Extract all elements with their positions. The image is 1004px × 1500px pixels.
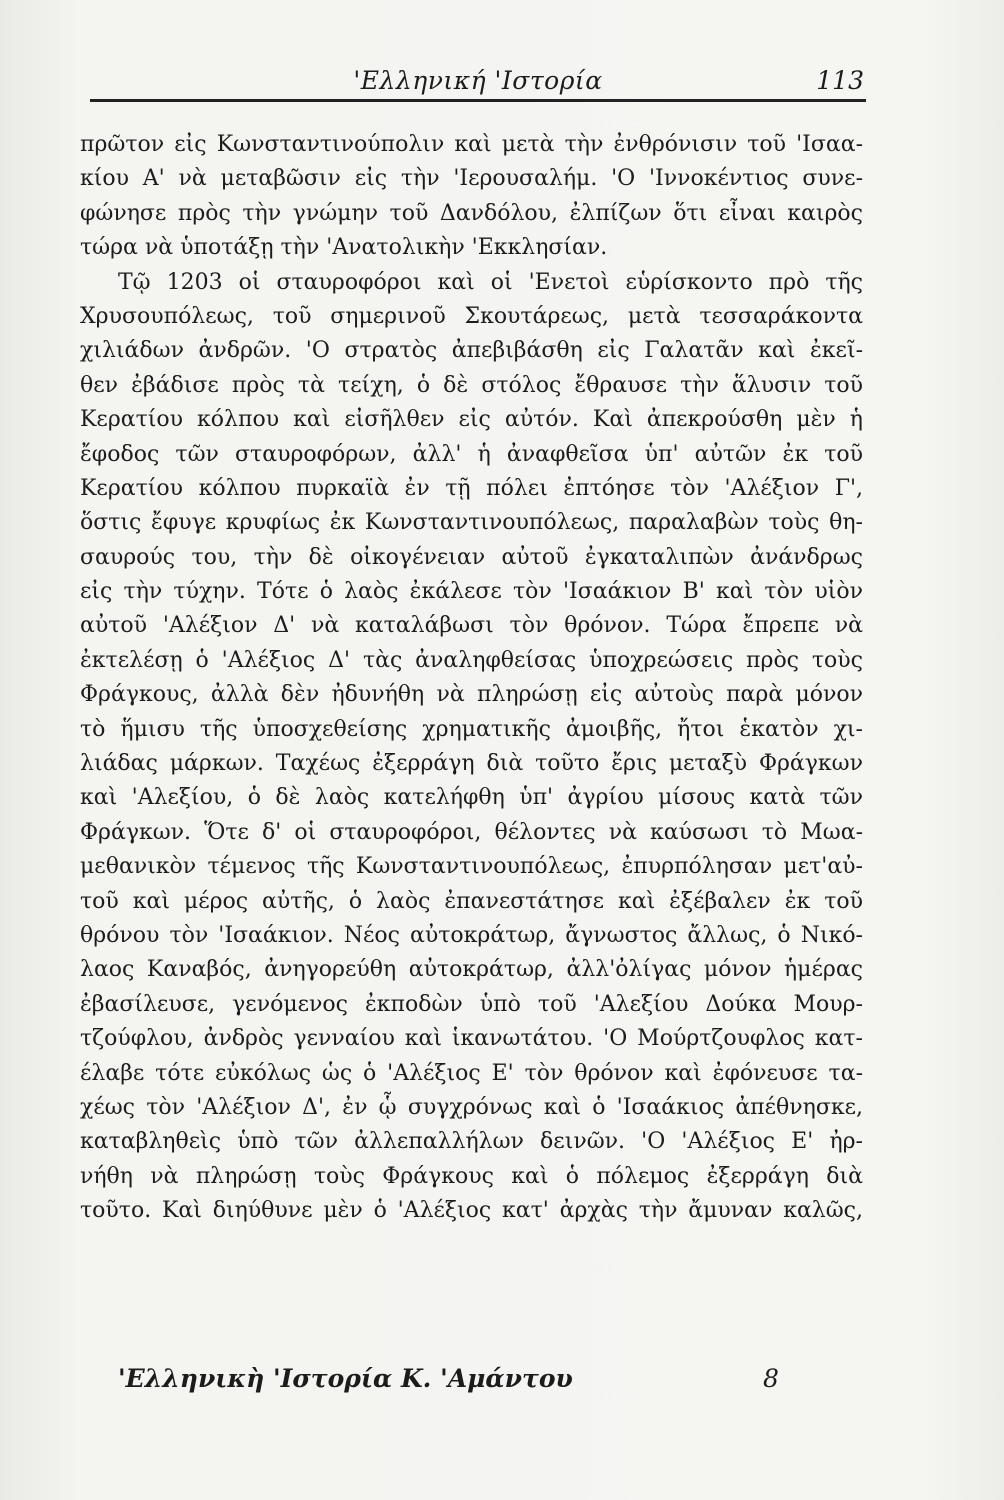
text-line: πρῶτον εἰς Κωνσταντινούπολιν καὶ μετὰ τὴν ἐνθρόνισιν τοῦ 'Ισαα- xyxy=(80,132,863,157)
text-line: καὶ 'Αλεξίου, ὁ δὲ λαὸς κατελήφθη ὑπ' ἀγρίου μίσους κατὰ τῶν xyxy=(80,785,863,811)
text-line: τοῦτο. Καὶ διηύθυνε μὲν ὁ 'Αλέξιος κατ' ἀρχὰς τὴν ἄμυναν καλῶς, xyxy=(80,1198,863,1224)
text-line: Κερατίου κόλπου πυρκαϊὰ ἐν τῇ πόλει ἐπτόησε τὸν 'Αλέξιον Γ', xyxy=(80,475,863,501)
paragraph-start-line: Τῷ 1203 οἱ σταυροφόροι καὶ οἱ 'Ενετοὶ εὑρίσκοντο πρὸ τῆς xyxy=(118,269,863,295)
text-line: Φράγκων. Ὅτε δ' οἱ σταυροφόροι, θέλοντες νὰ καύσωσι τὸ Μωα- xyxy=(80,819,863,845)
header-rule xyxy=(90,99,866,102)
footer-book-title: 'Ελληνικὴ 'Ιστορία Κ. 'Αμάντου xyxy=(118,1364,573,1393)
signature-mark: 8 xyxy=(763,1364,779,1393)
text-line: Φράγκους, ἀλλὰ δὲν ἠδυνήθη νὰ πληρώσῃ εἰς αὐτοὺς παρὰ μόνον xyxy=(80,682,863,708)
text-line: ὅστις ἔφυγε κρυφίως ἐκ Κωνσταντινουπόλεως, παραλαβὼν τοὺς θη- xyxy=(80,510,863,536)
text-line: μεθανικὸν τέμενος τῆς Κωνσταντινουπόλεως, ἐπυρπόλησαν μετ'αὐ- xyxy=(80,854,863,880)
text-line: καταβληθεὶς ὑπὸ τῶν ἀλλεπαλλήλων δεινῶν. 'Ο 'Αλέξιος Ε' ἠρ- xyxy=(80,1129,863,1155)
text-line: χέως τὸν 'Αλέξιον Δ', ἐν ᾧ συγχρόνως καὶ ὁ 'Ισαάκιος ἀπέθνησκε, xyxy=(80,1094,863,1120)
text-line: τώρα νὰ ὑποτάξῃ τὴν 'Ανατολικὴν 'Εκκλησίαν. xyxy=(80,235,608,261)
text-line: θρόνου τὸν 'Ισαάκιον. Νέος αὐτοκράτωρ, ἄγνωστος ἄλλως, ὁ Νικό- xyxy=(80,922,863,948)
page-number: 113 xyxy=(816,66,864,95)
text-line: λιάδας μάρκων. Ταχέως ἐξερράγη διὰ τοῦτο ἔρις μεταξὺ Φράγκων xyxy=(80,751,863,777)
text-line: Χρυσουπόλεως, τοῦ σημερινοῦ Σκουτάρεως, μετὰ τεσσαράκοντα xyxy=(80,303,863,329)
text-line: Κερατίου κόλπου καὶ εἰσῆλθεν εἰς αὐτόν. Καὶ ἀπεκρούσθη μὲν ἡ xyxy=(80,407,863,433)
text-line: ἔφοδος τῶν σταυροφόρων, ἀλλ' ἡ ἀναφθεῖσα ὑπ' αὐτῶν ἐκ τοῦ xyxy=(80,441,863,467)
text-line: λαος Καναβός, ἀνηγορεύθη αὐτοκράτωρ, ἀλλ'ὀλίγας μόνον ἡμέρας xyxy=(80,957,863,983)
page-footer xyxy=(118,1360,818,1400)
body-text xyxy=(80,128,863,1229)
text-line: αὐτοῦ 'Αλέξιον Δ' νὰ καταλάβωσι τὸν θρόνον. Τώρα ἔπρεπε νὰ xyxy=(80,613,863,639)
running-head xyxy=(90,60,866,100)
text-line: ἐβασίλευσε, γενόμενος ἐκποδὼν ὑπὸ τοῦ 'Αλεξίου Δούκα Μουρ- xyxy=(80,991,863,1017)
text-line: ἐκτελέσῃ ὁ 'Αλέξιος Δ' τὰς ἀναληφθείσας ὑποχρεώσεις πρὸς τοὺς xyxy=(80,647,863,673)
text-line: θεν ἐβάδισε πρὸς τὰ τείχη, ὁ δὲ στόλος ἔθραυσε τὴν ἅλυσιν τοῦ xyxy=(80,372,863,398)
text-line: τοῦ καὶ μέρος αὐτῆς, ὁ λαὸς ἐπανεστάτησε καὶ ἐξέβαλεν ἐκ τοῦ xyxy=(80,888,863,914)
text-line: νήθη νὰ πληρώσῃ τοὺς Φράγκους καὶ ὁ πόλεμος ἐξερράγη διὰ xyxy=(80,1163,863,1189)
text-line: τζούφλου, ἀνδρὸς γενναίου καὶ ἱκανωτάτου. 'Ο Μούρτζουφλος κατ- xyxy=(80,1026,863,1052)
text-line: φώνησε πρὸς τὴν γνώμην τοῦ Δανδόλου, ἐλπίζων ὅτι εἶναι καιρὸς xyxy=(80,200,863,226)
running-title: 'Ελληνική 'Ιστορία xyxy=(353,66,603,95)
text-line: σαυρούς του, τὴν δὲ οἰκογένειαν αὐτοῦ ἐγκαταλιπὼν ἀνάνδρως xyxy=(80,544,863,570)
text-line: εἰς τὴν τύχην. Τότε ὁ λαὸς ἐκάλεσε τὸν 'Ισαάκιον Β' καὶ τὸν υἱὸν xyxy=(80,579,863,605)
text-line: τὸ ἥμισυ τῆς ὑποσχεθείσης χρηματικῆς ἀμοιβῆς, ἤτοι ἑκατὸν χι- xyxy=(80,716,863,742)
text-line: έλαβε τότε εὐκόλως ὡς ὁ 'Αλέξιος Ε' τὸν θρόνον καὶ ἐφόνευσε τα- xyxy=(80,1060,863,1086)
text-line: κίου Α' νὰ μεταβῶσιν εἰς τὴν 'Ιερουσαλήμ. 'Ο 'Ιννοκέντιος συνε- xyxy=(80,166,863,192)
text-line: χιλιάδων ἀνδρῶν. 'Ο στρατὸς ἀπεβιβάσθη εἰς Γαλατᾶν καὶ ἐκεῖ- xyxy=(80,338,863,364)
